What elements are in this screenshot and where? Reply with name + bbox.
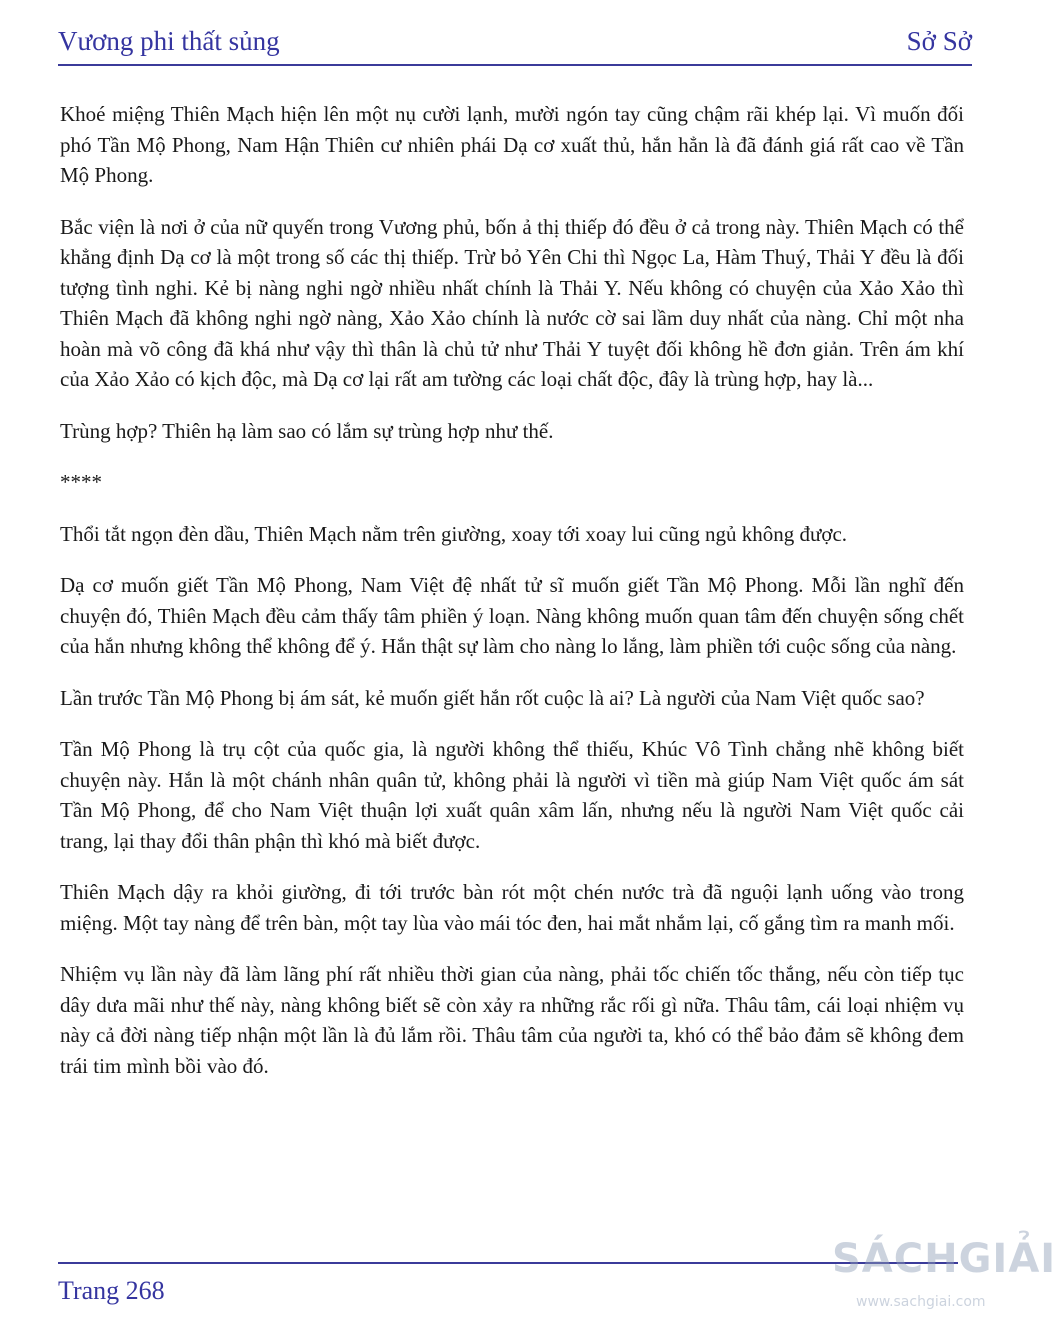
page-number: Trang 268 [58, 1276, 165, 1305]
page-header [58, 24, 972, 66]
paragraph: Lần trước Tần Mộ Phong bị ám sát, kẻ muốn giết hắn rốt cuộc là ai? Là người của Nam Việt quốc sao? [60, 685, 925, 710]
watermark [816, 1230, 1056, 1320]
paragraph: Khoé miệng Thiên Mạch hiện lên một nụ cười lạnh, mười ngón tay cũng chậm rãi khép lại. Vì muốn đối phó Tần Mộ Phong, Nam Hận Thiên cư nhiên phái Dạ cơ xuất thủ, hắn hẳn là đã đánh giá rất cao về Tần Mộ Phong. [60, 102, 964, 187]
book-title: Vương phi thất sủng [58, 26, 280, 56]
watermark-logo: SÁCHGIẢI [832, 1236, 1056, 1282]
paragraph: Nhiệm vụ lần này đã làm lãng phí rất nhiều thời gian của nàng, phải tốc chiến tốc thắng, nếu còn tiếp tục dây dưa mãi như thế này, nàng không biết sẽ còn xảy ra những rắc rối gì nữa. Thâu tâm, cái loại nhiệm vụ này cả đời nàng tiếp nhận một lần là đủ lắm rồi. Thâu tâm của người ta, khó có thể bảo đảm sẽ không đem trái tim mình bồi vào đó. [60, 962, 964, 1078]
section-separator: **** [60, 470, 102, 494]
page-content [60, 99, 964, 1102]
paragraph: Bắc viện là nơi ở của nữ quyến trong Vương phủ, bốn ả thị thiếp đó đều ở cả trong này. Thiên Mạch có thể khẳng định Dạ cơ là một trong số các thị thiếp. Trừ bỏ Yên Chi thì Ngọc La, Hàm Thuý, Thải Y đều là đối tượng tình nghi. Kẻ bị nàng nghi ngờ nhiều nhất chính là Thải Y. Nếu không có chuyện của Xảo Xảo thì Thiên Mạch đã không nghi ngờ nàng, Xảo Xảo chính là nước cờ sai lầm duy nhất của nàng. Chỉ một nha hoàn mà võ công đã khá như vậy thì thân là chủ tử như Thải Y tuyệt đối không hề đơn giản. Trên ám khí của Xảo Xảo có kịch độc, mà Dạ cơ lại rất am tường các loại chất độc, đây là trùng hợp, hay là... [60, 214, 964, 391]
paragraph: Thiên Mạch dậy ra khỏi giường, đi tới trước bàn rót một chén nước trà đã nguội lạnh uống vào trong miệng. Một tay nàng để trên bàn, một tay lùa vào mái tóc đen, hai mắt nhắm lại, cố gắng tìm ra manh mối. [60, 880, 964, 935]
author-name: Sở Sở [906, 26, 972, 56]
paragraph: Thổi tắt ngọn đèn dầu, Thiên Mạch nằm trên giường, xoay tới xoay lui cũng ngủ không được. [60, 521, 848, 546]
paragraph: Trùng hợp? Thiên hạ làm sao có lắm sự trùng hợp như thế. [60, 418, 554, 443]
paragraph: Dạ cơ muốn giết Tần Mộ Phong, Nam Việt đệ nhất tử sĩ muốn giết Tần Mộ Phong. Mỗi lần nghĩ đến chuyện đó, Thiên Mạch đều cảm thấy tâm phiền ý loạn. Nàng không muốn quan tâm đến chuyện sống chết của hắn nhưng không thể không để ý. Hắn thật sự làm cho nàng lo lắng, làm phiền tới cuộc sống của nàng. [60, 573, 964, 658]
watermark-url: www.sachgiai.com [856, 1294, 986, 1310]
paragraph: Tần Mộ Phong là trụ cột của quốc gia, là người không thể thiếu, Khúc Vô Tình chẳng nhẽ không biết chuyện này. Hắn là một chánh nhân quân tử, không phải là người vì tiền mà giúp Nam Việt quốc ám sát Tần Mộ Phong, để cho Nam Việt thuận lợi xuất quân xâm lấn, nhưng nếu là người Nam Việt quốc cải trang, lại thay đổi thân phận thì khó mà biết được. [60, 737, 964, 853]
